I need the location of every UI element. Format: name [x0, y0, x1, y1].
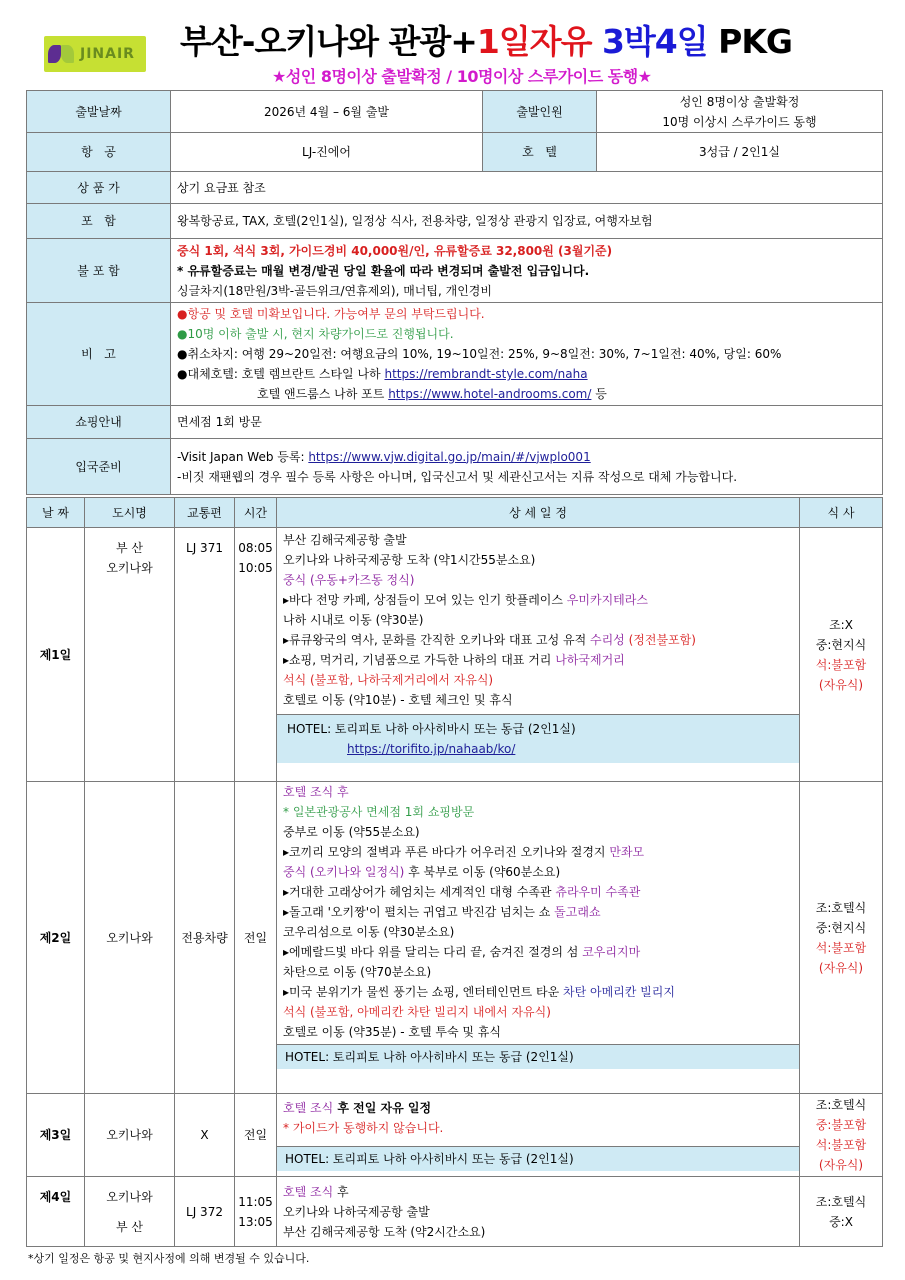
day3-detail: 호텔 조식 후 전일 자유 일정 * 가이드가 동행하지 않습니다. HOTEL: 토리피토 나하 아사히바시 또는 동급 (2인1실)	[277, 1094, 800, 1177]
day2-meal: 조:호텔식 중:현지식 석:불포함 (자유식)	[800, 782, 883, 1094]
departure-label: 출발날짜	[27, 91, 171, 133]
jinair-logo	[44, 36, 146, 72]
butterfly-icon	[48, 43, 76, 65]
page-header	[0, 0, 905, 90]
rembrandt-link[interactable]: https://rembrandt-style.com/naha	[384, 367, 588, 381]
day2-detail: 호텔 조식 후 * 일본관광공사 면세점 1회 쇼핑방문 중부로 이동 (약55분소요) ▸코끼리 모양의 절벽과 푸른 바다가 어우러진 오키나와 절경지 만좌모 중식 (오키나와 일정식) 후 북부로 이동 (약60분소요) ▸거대한 고래상어가 헤엄치는 세계적인 대형 수족관 츄라우미 수족관 ▸돌고래 '오키짱'이 펼치는 귀엽고 박진감 넘치는 쇼 돌고래쇼 코우리섬으로 이동 (약30분소요) ▸에메랄드빛 바다 위를 달리는 다리 끝, 숨겨진 절경의 섬 코우리지마 차탄으로 이동 (약70분소요) ▸미국 분위기가 물씬 풍기는 쇼핑, 엔터테인먼트 타운 차탄 아메리칸 빌리지 석식 (불포함, 아메리칸 차탄 빌리지 내에서 자유식) 호텔로 이동 (약35분) - 호텔 투숙 및 휴식 HOTEL: 토리피토 나하 아사히바시 또는 동급 (2인1실)	[277, 782, 800, 1094]
shopping-label: 쇼핑안내	[27, 406, 171, 439]
day4-transport: LJ 372	[175, 1177, 235, 1247]
footnote: *상기 일정은 항공 및 현지사정에 의해 변경될 수 있습니다.	[28, 1252, 310, 1265]
day2-city: 오키나와	[85, 782, 175, 1094]
day2-time: 전일	[235, 782, 277, 1094]
day2-transport: 전용차량	[175, 782, 235, 1094]
departure-value: 2026년 4월 – 6월 출발	[171, 91, 483, 133]
day3-city: 오키나와	[85, 1094, 175, 1177]
day4-label: 제4일	[27, 1177, 85, 1247]
page-subtitle: ★성인 8명이상 출발확정 / 10명이상 스루가이드 동행★	[272, 67, 652, 86]
day1-detail: 부산 김해국제공항 출발 오키나와 나하국제공항 도착 (약1시간55분소요) 중식 (우동+카즈동 정식) ▸바다 전망 카페, 상점들이 모여 있는 인기 핫플레이스 우미카지테라스 나하 시내로 이동 (약30분) ▸류큐왕국의 역사, 문화를 간직한 오키나와 대표 고성 유적 수리성 (정전불포함) ▸쇼핑, 먹거리, 기념품으로 가득한 나하의 대표 거리 나하국제거리 석식 (불포함, 나하국제거리에서 자유식) 호텔로 이동 (약10분) - 호텔 체크인 및 휴식 HOTEL: 토리피토 나하 아사히바시 또는 동급 (2인1실) https://torifito.jp/nahaab/ko/	[277, 528, 800, 782]
price-value: 상기 요금표 참조	[171, 172, 883, 204]
exclude-value: 중식 1회, 석식 3회, 가이드경비 40,000원/인, 유류할증료 32,800원 (3월기준) * 유류할증료는 매월 변경/발권 당일 환율에 따라 변경되며 출발전 입금입니다. 싱글차지(18만원/3박-골든위크/연휴제외), 매너팁, 개인경비	[171, 239, 883, 303]
day4-detail: 호텔 조식 후 오키나와 나하국제공항 출발 부산 김해국제공항 도착 (약2시간소요)	[277, 1177, 800, 1247]
day3-hotel: HOTEL: 토리피토 나하 아사히바시 또는 동급 (2인1실)	[277, 1146, 800, 1171]
entry-value: -Visit Japan Web 등록: https://www.vjw.digital.go.jp/main/#/vjwplo001 -비짓 재팬웹의 경우 필수 등록 사항은 아니며, 입국신고서 및 세관신고서는 지류 작성으로 대체 가능합니다.	[171, 439, 883, 495]
day3-transport: X	[175, 1094, 235, 1177]
header-date: 날 짜	[27, 498, 85, 528]
day3-time: 전일	[235, 1094, 277, 1177]
day2-label: 제2일	[27, 782, 85, 1094]
vjw-link[interactable]: https://www.vjw.digital.go.jp/main/#/vjwplo001	[308, 449, 591, 464]
schedule-table	[26, 497, 883, 1247]
day3-meal: 조:호텔식 중:불포함 석:불포함 (자유식)	[800, 1094, 883, 1177]
shopping-value: 면세점 1회 방문	[171, 406, 883, 439]
include-label: 포 함	[27, 204, 171, 239]
include-value: 왕복항공료, TAX, 호텔(2인1실), 일정상 식사, 전용차량, 일정상 관광지 입장료, 여행자보험	[171, 204, 883, 239]
remark-value: ●항공 및 호텔 미확보입니다. 가능여부 문의 부탁드립니다. ●10명 이하 출발 시, 현지 차량가이드로 진행됩니다. ●취소차지: 여행 29~20일전: 여행요금의 10%, 19~10일전: 25%, 9~8일전: 30%, 7~1일전: 40%, 당일: 60% ●대체호텔: 호텔 렘브란트 스타일 나하 https://rembrandt-style.com/naha 호텔 앤드룸스 나하 포트 https://www.hotel-androoms.com/ 등	[171, 303, 883, 406]
hotel-label: 호 텔	[483, 133, 597, 172]
day2-hotel: HOTEL: 토리피토 나하 아사히바시 또는 동급 (2인1실)	[277, 1044, 800, 1069]
airline-label: 항 공	[27, 133, 171, 172]
hotel-value: 3성급 / 2인1실	[597, 133, 883, 172]
exclude-label: 불 포 함	[27, 239, 171, 303]
day1-hotel: HOTEL: 토리피토 나하 아사히바시 또는 동급 (2인1실) https://torifito.jp/nahaab/ko/	[277, 714, 800, 763]
day3-label: 제3일	[27, 1094, 85, 1177]
page-title: 부산-오키나와 관광+1일자유 3박4일 PKG	[180, 22, 792, 61]
entry-label: 입국준비	[27, 439, 171, 495]
airline-value: LJ-진에어	[171, 133, 483, 172]
price-label: 상 품 가	[27, 172, 171, 204]
header-transport: 교통편	[175, 498, 235, 528]
day1-label: 제1일	[27, 528, 85, 782]
info-table	[26, 90, 883, 495]
day1-time: 08:05 10:05	[235, 528, 277, 782]
header-city: 도시명	[85, 498, 175, 528]
day4-time: 11:05 13:05	[235, 1177, 277, 1247]
day1-transport: LJ 371	[175, 528, 235, 782]
torifito-link[interactable]: https://torifito.jp/nahaab/ko/	[347, 742, 516, 756]
header-time: 시간	[235, 498, 277, 528]
day1-city: 부 산 오키나와	[85, 528, 175, 782]
people-label: 출발인원	[483, 91, 597, 133]
header-detail: 상 세 일 정	[277, 498, 800, 528]
people-value: 성인 8명이상 출발확정 10명 이상시 스루가이드 동행	[597, 91, 883, 133]
remark-label: 비 고	[27, 303, 171, 406]
day4-meal: 조:호텔식 중:X	[800, 1177, 883, 1247]
day1-meal: 조:X 중:현지식 석:불포함 (자유식)	[800, 528, 883, 782]
logo-text: JINAIR	[80, 46, 135, 62]
header-meal: 식 사	[800, 498, 883, 528]
androoms-link[interactable]: https://www.hotel-androoms.com/	[388, 387, 592, 401]
day4-city: 오키나와 부 산	[85, 1177, 175, 1247]
